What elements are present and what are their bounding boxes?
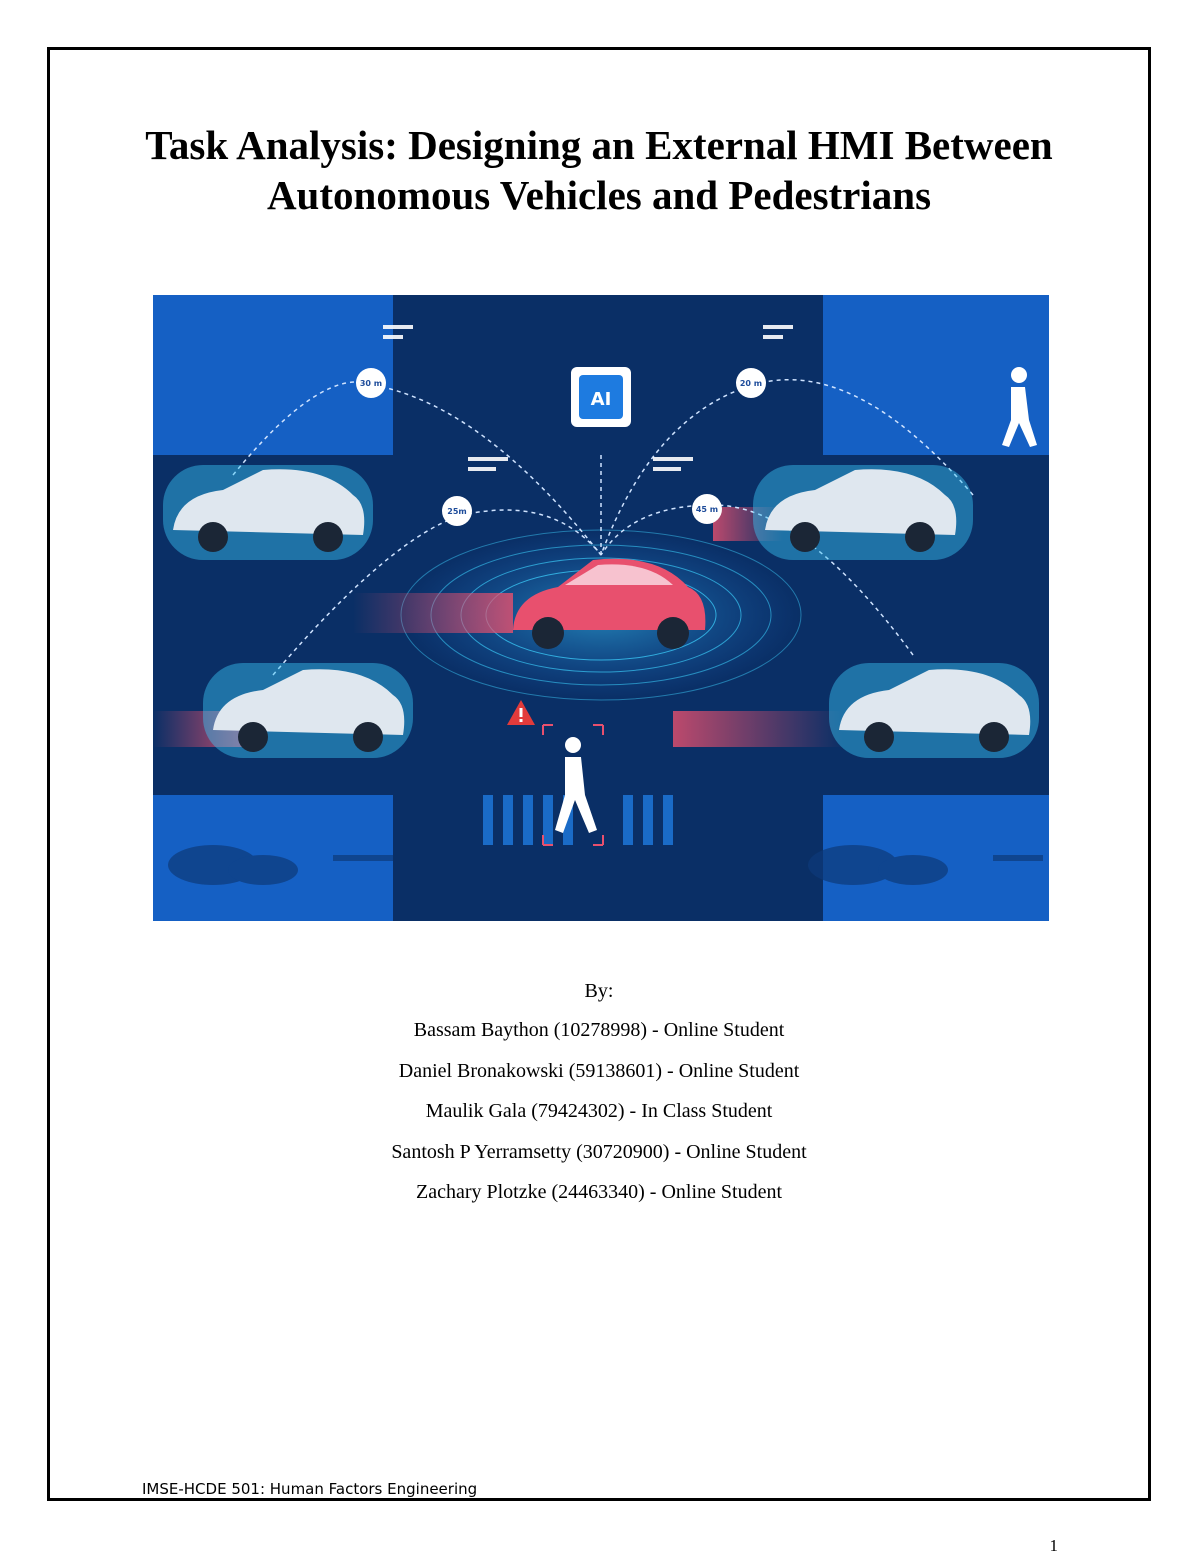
distance-label-4: 45 m xyxy=(695,505,719,514)
by-label: By: xyxy=(584,980,614,1002)
author-list xyxy=(50,980,1148,1220)
page-number: 1 xyxy=(1049,1536,1058,1555)
distance-label-1: 30 m xyxy=(359,379,383,388)
ai-chip-icon xyxy=(571,367,631,427)
illustration-svg xyxy=(153,295,1049,921)
autonomous-car-icon xyxy=(203,663,413,758)
autonomous-car-icon xyxy=(829,663,1039,758)
title-line-2: Autonomous Vehicles and Pedestrians xyxy=(266,172,932,218)
motion-trail xyxy=(353,593,513,633)
author-2: Daniel Bronakowski (59138601) - Online Student xyxy=(398,1059,800,1082)
distance-label-3: 25m xyxy=(447,507,467,516)
title-line-1: Task Analysis: Designing an External HMI Between xyxy=(145,122,1053,168)
author-4: Santosh P Yerramsetty (30720900) - Online Student xyxy=(391,1140,807,1163)
page-border xyxy=(47,47,1151,1501)
footer-course-title: IMSE-HCDE 501: Human Factors Engineering xyxy=(142,1480,478,1498)
author-3: Maulik Gala (79424302) - In Class Student xyxy=(425,1100,773,1122)
autonomous-car-icon xyxy=(753,465,973,560)
distance-label-2: 20 m xyxy=(739,379,763,388)
author-5: Zachary Plotzke (24463340) - Online Student xyxy=(415,1181,783,1203)
autonomous-car-icon xyxy=(163,465,373,560)
document-title xyxy=(50,120,1148,220)
autonomous-vehicle-illustration xyxy=(153,295,1049,921)
chip-label: AI xyxy=(590,389,612,410)
author-1: Bassam Baython (10278998) - Online Student xyxy=(413,1019,785,1041)
motion-trail xyxy=(673,711,843,747)
